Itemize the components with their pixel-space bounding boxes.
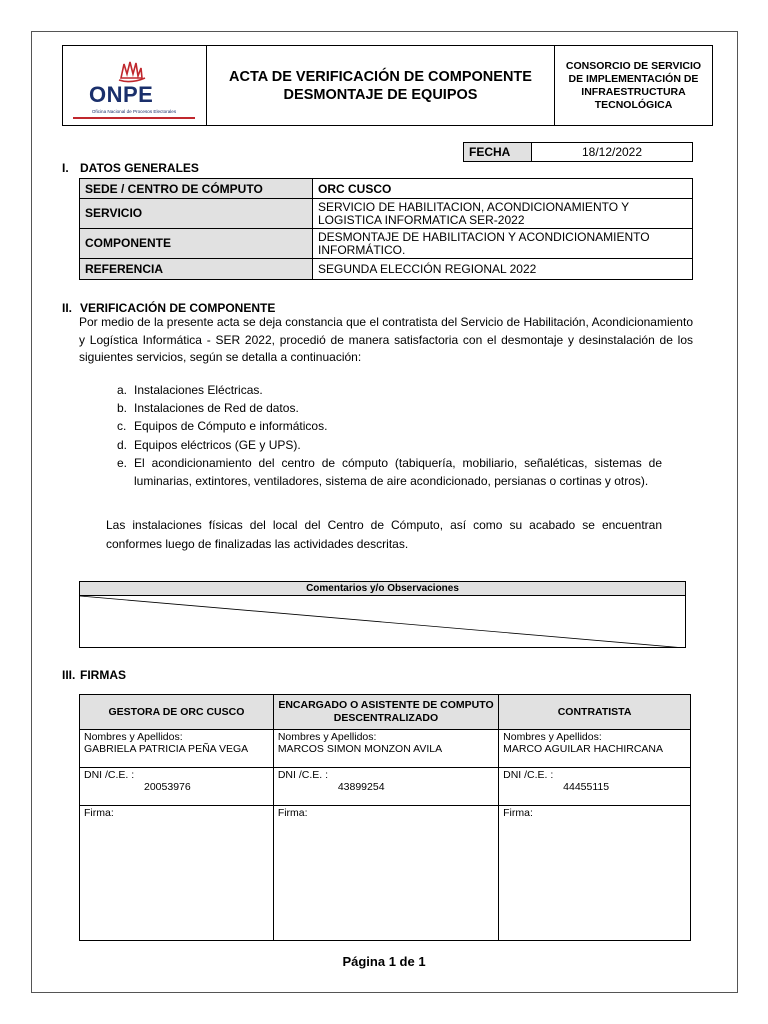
row-value: SEGUNDA ELECCIÓN REGIONAL 2022 (313, 259, 693, 280)
datos-generales-table (79, 178, 693, 280)
list-item (117, 454, 662, 490)
comments-header: Comentarios y/o Observaciones (80, 582, 685, 596)
section-title: DATOS GENERALES (80, 161, 199, 175)
name-cell (80, 730, 274, 768)
closing-paragraph: Las instalaciones físicas del local del Centro de Cómputo, así como su acabado se encuentran conformes luego de finalizadas las actividades descritas. (106, 518, 662, 551)
table-row (80, 179, 693, 199)
table-row (80, 259, 693, 280)
row-value: DESMONTAJE DE HABILITACION Y ACONDICIONAMIENTO INFORMÁTICO. (313, 229, 693, 259)
list-item (117, 399, 662, 417)
list-marker: c. (117, 419, 127, 434)
section-datos-generales-heading (62, 161, 199, 175)
list-marker: b. (117, 401, 128, 416)
section-verificacion-heading (62, 301, 275, 315)
signatures-table (79, 694, 691, 941)
section-number: II. (62, 301, 73, 315)
date-box (463, 142, 693, 162)
dni-cell (273, 768, 498, 806)
dni-label: DNI /C.E. : (84, 769, 135, 781)
date-value: 18/12/2022 (581, 145, 643, 159)
column-header: CONTRATISTA (499, 695, 691, 730)
list-marker: e. (117, 455, 128, 470)
comments-box (79, 581, 686, 648)
row-label: COMPONENTE (80, 229, 313, 259)
column-header: ENCARGADO O ASISTENTE DE COMPUTO DESCENTRALIZADO (273, 695, 498, 730)
row-value: SERVICIO DE HABILITACION, ACONDICIONAMIENTO Y LOGISTICA INFORMATICA SER-2022 (313, 199, 693, 229)
section-number: III. (62, 668, 76, 682)
section-number: I. (62, 161, 69, 175)
name-cell (499, 730, 691, 768)
intro-paragraph: Por medio de la presente acta se deja constancia que el contratista del Servicio de Habilitación, Acondicionamiento y Logística Informática - SER 2022, procedió de manera satisfactoria con el desmontaje y desinstalación de los siguientes servicios, según se detalla a continuación: (79, 315, 693, 364)
table-row (80, 768, 691, 806)
dni-value: 43899254 (337, 781, 385, 793)
comments-strike-line (80, 596, 685, 648)
table-header-row (80, 695, 691, 730)
table-row (80, 730, 691, 768)
page-number: Página 1 de 1 (342, 954, 426, 969)
row-label: SERVICIO (80, 199, 313, 229)
dni-label: DNI /C.E. : (277, 769, 328, 781)
document-header (62, 45, 713, 126)
dni-label: DNI /C.E. : (503, 769, 554, 781)
logo-cell (63, 46, 207, 125)
organization-name: CONSORCIO DE SERVICIO DE IMPLEMENTACIÓN DE INFRAESTRUCTURA TECNOLÓGICA (565, 59, 702, 111)
name-cell (273, 730, 498, 768)
signature-cell (80, 806, 274, 941)
list-text: Instalaciones Eléctricas. (134, 383, 263, 397)
list-text: Equipos de Cómputo e informáticos. (134, 419, 328, 434)
table-row (80, 806, 691, 941)
table-row (80, 199, 693, 229)
list-text: Instalaciones de Red de datos. (134, 401, 299, 416)
dni-cell (80, 768, 274, 806)
section-title: VERIFICACIÓN DE COMPONENTE (80, 301, 276, 315)
signature-label: Firma: (503, 807, 533, 819)
signature-cell (273, 806, 498, 941)
list-marker: a. (117, 383, 128, 397)
signer-name: MARCO AGUILAR HACHIRCANA (503, 743, 663, 755)
dni-value: 44455115 (563, 781, 610, 793)
signature-cell (499, 806, 691, 941)
date-label: FECHA (464, 143, 532, 161)
document-title: ACTA DE VERIFICACIÓN DE COMPONENTE DESMONTAJE DE EQUIPOS (207, 46, 555, 125)
name-label: Nombres y Apellidos: (84, 731, 183, 743)
list-text: El acondicionamiento del centro de cómputo (tabiquería, mobiliario, señaléticas, sistemas de luminarias, extintores, ventiladores, sistema de aire acondicionado, persianas o cortinas y otros). (134, 455, 662, 489)
onpe-logo (69, 54, 199, 120)
signer-name: GABRIELA PATRICIA PEÑA VEGA (84, 743, 249, 755)
logo-underline (73, 117, 195, 119)
row-label: SEDE / CENTRO DE CÓMPUTO (80, 179, 313, 199)
row-label: REFERENCIA (80, 259, 313, 280)
list-item (117, 436, 662, 454)
dni-value: 20053976 (144, 781, 191, 793)
list-item (117, 417, 662, 435)
column-header: GESTORA DE ORC CUSCO (80, 695, 274, 730)
services-list (117, 381, 662, 490)
list-marker: d. (117, 437, 128, 452)
logo-wordmark: ONPE (89, 82, 154, 107)
name-label: Nombres y Apellidos: (503, 731, 602, 743)
section-firmas-heading (62, 668, 126, 682)
signer-name: MARCOS SIMON MONZON AVILA (277, 743, 443, 755)
ballot-hand-icon (69, 54, 199, 84)
list-text: Equipos eléctricos (GE y UPS). (134, 437, 301, 452)
signature-label: Firma: (84, 807, 114, 819)
section-title: FIRMAS (80, 668, 126, 682)
table-row (80, 229, 693, 259)
list-item (117, 381, 662, 399)
signature-label: Firma: (277, 807, 308, 819)
dni-cell (499, 768, 691, 806)
name-label: Nombres y Apellidos: (277, 731, 377, 743)
logo-subtitle: Oficina Nacional de Procesos Electorales (91, 109, 177, 114)
row-value: ORC CUSCO (313, 179, 693, 199)
